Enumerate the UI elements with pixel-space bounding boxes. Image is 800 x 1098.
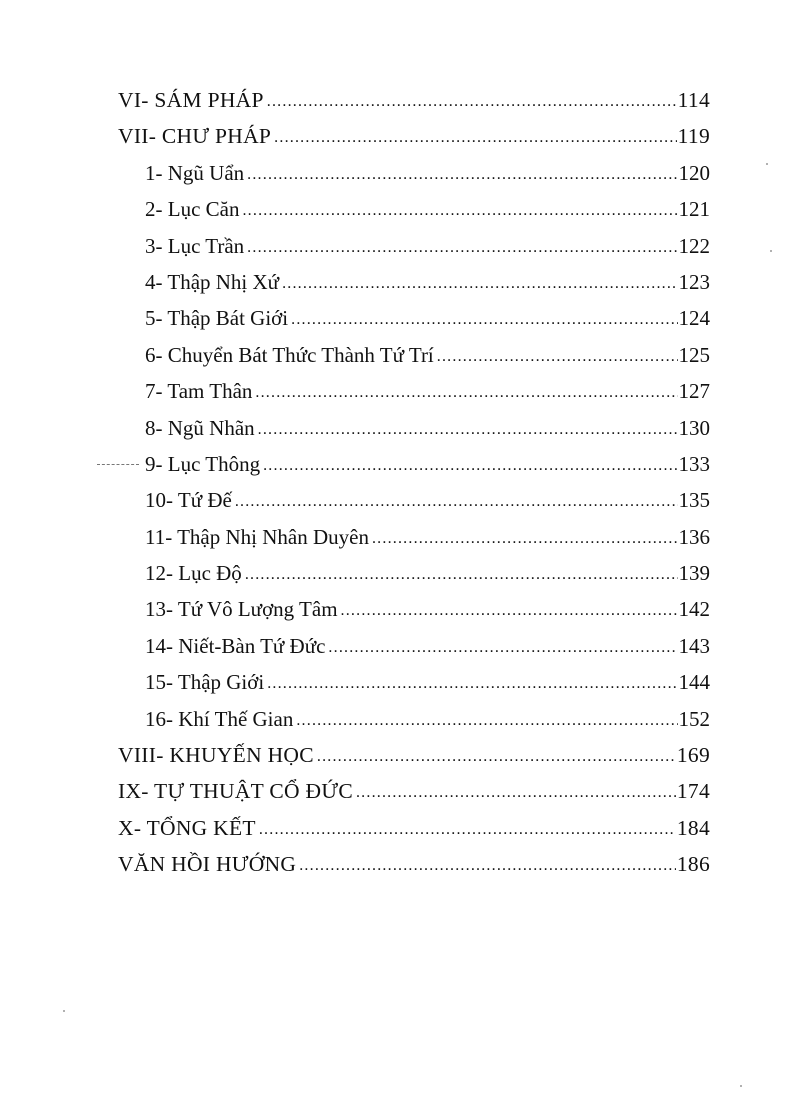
toc-dot-leader	[258, 409, 678, 448]
toc-entry-page-number: 130	[678, 415, 710, 440]
toc-dot-leader	[247, 154, 677, 193]
toc-dot-leader	[274, 117, 676, 156]
toc-dot-leader	[328, 627, 677, 666]
toc-entry	[118, 846, 710, 882]
toc-entry-page-number: 144	[678, 670, 710, 695]
toc-entry	[118, 737, 710, 773]
toc-entry-page-number: 152	[678, 706, 710, 731]
toc-dot-leader	[259, 809, 676, 848]
toc-entry-page-number: 123	[678, 269, 710, 294]
toc-dot-leader	[263, 445, 677, 484]
toc-dot-leader	[299, 845, 676, 884]
toc-entry-page-number: 184	[676, 815, 710, 840]
toc-entry-page-number: 122	[678, 233, 710, 258]
toc-entry	[118, 664, 710, 700]
toc-dot-leader	[282, 263, 677, 302]
toc-entry-title: 10- Tứ Đế	[145, 488, 232, 513]
toc-dot-leader	[267, 81, 677, 120]
toc-entry-page-number: 125	[678, 342, 710, 367]
toc-entry	[118, 701, 710, 737]
toc-entry-title: 2- Lục Căn	[145, 197, 240, 222]
toc-entry-title: 9- Lục Thông	[145, 451, 261, 476]
toc-entry-page-number: 169	[676, 743, 710, 768]
scan-speck	[770, 250, 772, 252]
toc-entry-title: 11- Thập Nhị Nhân Duyên	[145, 524, 369, 549]
toc-dot-leader	[372, 518, 678, 557]
toc-entry-title: IX- TỰ THUẬT CỔ ĐỨC	[118, 779, 353, 804]
scan-speck	[63, 1010, 65, 1012]
toc-entry-title: 15- Thập Giới	[145, 670, 265, 695]
toc-entry-title: 4- Thập Nhị Xứ	[145, 269, 280, 294]
toc-entry	[118, 555, 710, 591]
toc-entry-title: 14- Niết-Bàn Tứ Đức	[145, 633, 326, 658]
toc-entry-page-number: 142	[678, 597, 710, 622]
toc-entry-page-number: 135	[678, 488, 710, 513]
toc-entry-title: 7- Tam Thân	[145, 379, 253, 404]
scan-speck	[766, 163, 768, 165]
toc-entry-title: 3- Lục Trần	[145, 233, 245, 258]
toc-dot-leader	[356, 772, 676, 811]
scan-speck	[740, 1085, 742, 1087]
toc-entry-title: 5- Thập Bát Giới	[145, 306, 289, 331]
toc-entry	[118, 810, 710, 846]
toc-entry	[118, 591, 710, 627]
toc-dot-leader	[245, 554, 678, 593]
toc-entry-page-number: 124	[678, 306, 710, 331]
toc-entry-title: 8- Ngũ Nhãn	[145, 415, 255, 440]
toc-dot-leader	[267, 663, 677, 702]
toc-entry-page-number: 139	[678, 561, 710, 586]
toc-entry-title: VIII- KHUYẾN HỌC	[118, 743, 314, 768]
toc-entry-title: 13- Tứ Vô Lượng Tâm	[145, 597, 338, 622]
toc-entry-page-number: 143	[678, 633, 710, 658]
toc-dot-leader	[291, 299, 677, 338]
toc-entry	[118, 191, 710, 227]
toc-dot-leader	[255, 372, 677, 411]
toc-entry	[118, 337, 710, 373]
toc-entry	[118, 446, 710, 482]
toc-entry	[118, 82, 710, 118]
toc-dot-leader	[296, 700, 677, 739]
toc-dot-leader	[437, 336, 678, 375]
toc-entry	[118, 264, 710, 300]
toc-entry	[118, 482, 710, 518]
toc-entry-title: 1- Ngũ Uẩn	[145, 160, 245, 185]
toc-entry	[118, 300, 710, 336]
toc-entry-title: 12- Lục Độ	[145, 561, 242, 586]
toc-entry	[118, 373, 710, 409]
toc-entry-page-number: 133	[678, 451, 710, 476]
toc-entry	[118, 773, 710, 809]
toc-dot-leader	[235, 481, 678, 520]
toc-entry-page-number: 186	[676, 852, 710, 877]
toc-entry-page-number: 119	[677, 124, 710, 149]
toc-dot-leader	[317, 736, 676, 775]
toc-entry-title: X- TỔNG KẾT	[118, 815, 256, 840]
toc-dot-leader	[247, 227, 677, 266]
toc-entry-title: VI- SÁM PHÁP	[118, 88, 264, 112]
toc-entry	[118, 155, 710, 191]
table-of-contents	[118, 82, 710, 883]
toc-entry	[118, 628, 710, 664]
toc-entry	[118, 410, 710, 446]
toc-entry-page-number: 120	[678, 160, 710, 185]
toc-entry-title: 16- Khí Thế Gian	[145, 706, 294, 731]
toc-entry	[118, 519, 710, 555]
toc-entry-page-number: 174	[676, 779, 710, 804]
toc-entry	[118, 228, 710, 264]
toc-dot-leader	[341, 590, 678, 629]
toc-entry	[118, 118, 710, 154]
toc-dot-leader	[242, 190, 677, 229]
toc-entry-page-number: 121	[678, 197, 710, 222]
toc-entry-page-number: 136	[678, 524, 710, 549]
toc-entry-title: 6- Chuyển Bát Thức Thành Tứ Trí	[145, 342, 434, 367]
toc-entry-title: VII- CHƯ PHÁP	[118, 124, 272, 149]
toc-entry-page-number: 114	[677, 88, 710, 112]
toc-entry-page-number: 127	[678, 379, 710, 404]
toc-entry-title: VĂN HỒI HƯỚNG	[118, 852, 297, 877]
